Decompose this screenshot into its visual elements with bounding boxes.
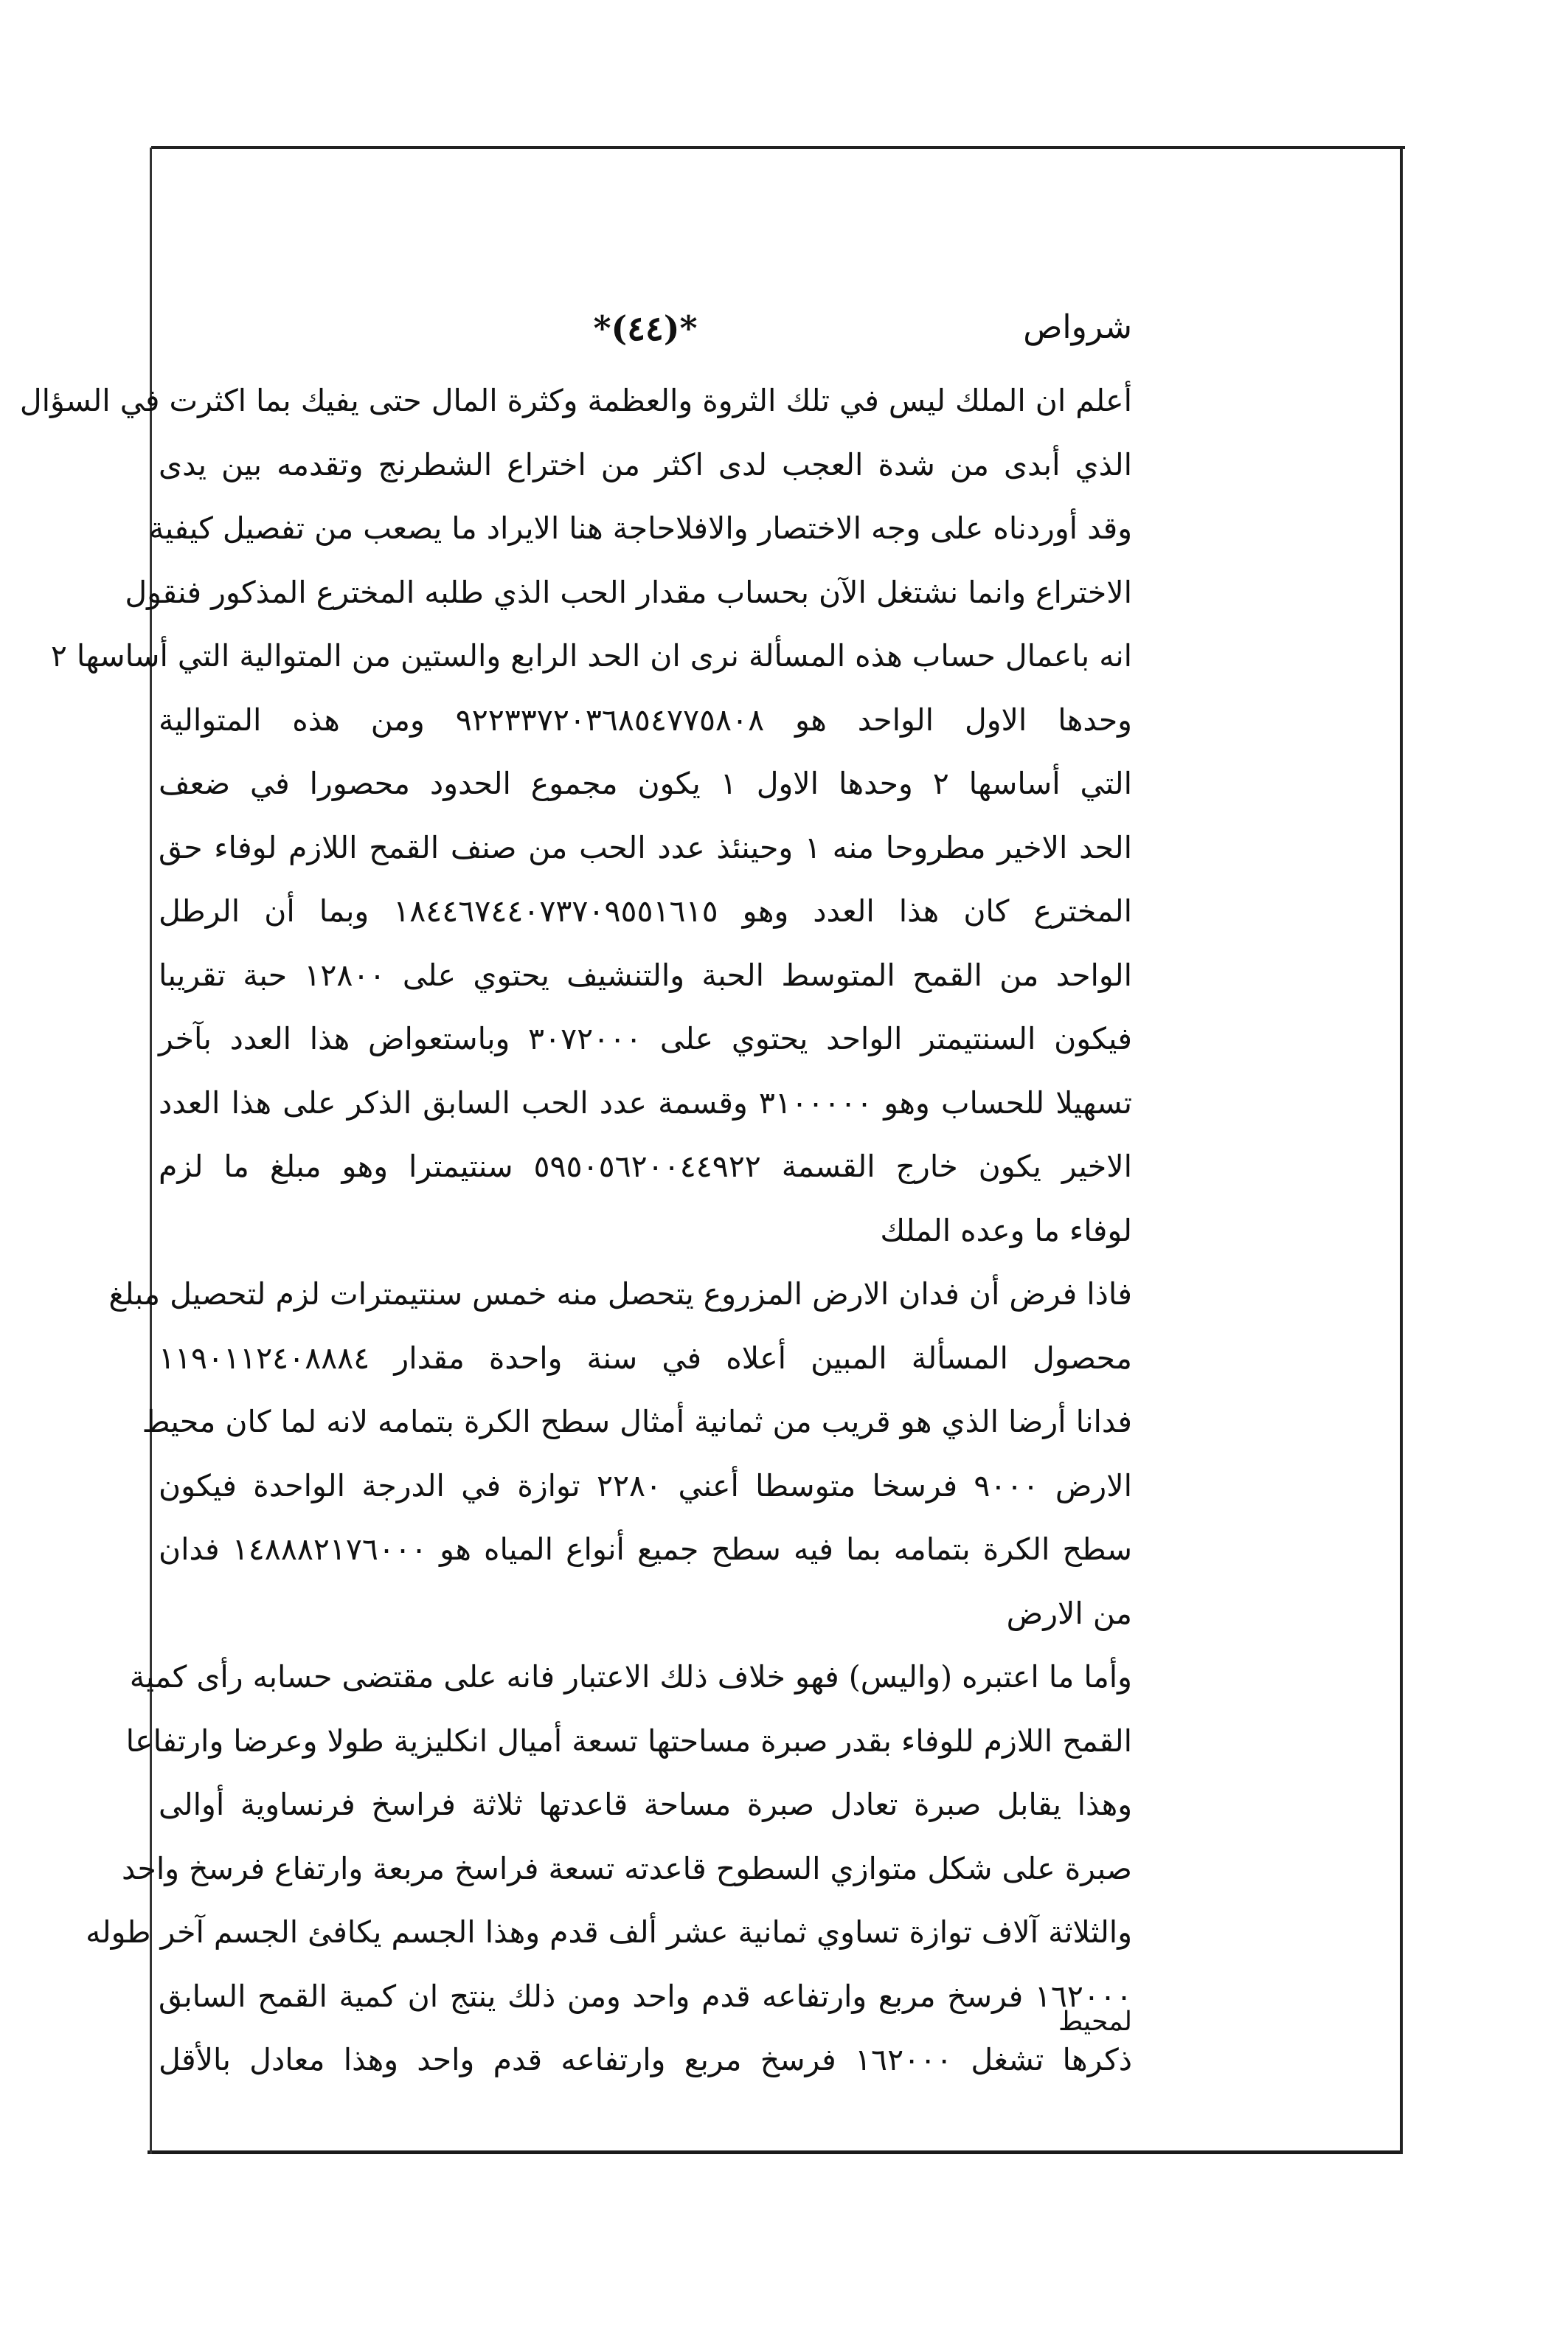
text-line: ذكرها تشغل ١٦٢٠٠٠ فرسخ مربع وارتفاعه قدم واحد وهذا معادل بالأقل: [159, 2042, 1132, 2077]
text-line: أعلم ان الملك ليس في تلك الثروة والعظمة وكثرة المال حتى يفيك بما اكثرت في السؤال: [19, 383, 1132, 418]
body-text: [19, 369, 1133, 2092]
text-line: فاذا فرض أن فدان الارض المزروع يتحصل منه خمس سنتيمترات لزم لتحصيل مبلغ: [108, 1276, 1132, 1312]
text-line: لوفاء ما وعده الملك: [880, 1212, 1132, 1248]
text-line: فيكون السنتيمتر الواحد يحتوي على ٣٠٧٢٠٠٠ وباستعواض هذا العدد بآخر: [159, 1021, 1132, 1056]
page-top-rule: [151, 146, 1405, 149]
paragraph-2: [108, 1262, 1133, 1645]
text-line: الذي أبدى من شدة العجب لدى اكثر من اختراع الشطرنج وتقدمه بين يدى: [159, 446, 1132, 482]
page-right-rule: [1400, 146, 1403, 2154]
text-line: انه باعمال حساب هذه المسألة نرى ان الحد الرابع والستين من المتوالية التي أساسها ٢: [50, 638, 1132, 674]
text-line: الحد الاخير مطروحا منه ١ وحينئذ عدد الحب من صنف القمح اللازم لوفاء حق: [159, 829, 1133, 865]
text-line: وقد أوردناه على وجه الاختصار والافلاحاجة هنا الايراد ما يصعب من تفصيل كيفية: [148, 511, 1132, 546]
page-header: [159, 308, 1132, 367]
text-line: التي أساسها ٢ وحدها الاول ١ يكون مجموع الحدود محصورا في ضعف: [159, 766, 1132, 801]
text-line: وأما ما اعتبره (واليس) فهو خلاف ذلك الاعتبار فانه على مقتضى حسابه رأى كمية: [129, 1659, 1132, 1695]
text-line: الواحد من القمح المتوسط الحبة والتنشيف يحتوي على ١٢٨٠٠ حبة تقريبا: [159, 957, 1132, 993]
text-line: الارض ٩٠٠٠ فرسخا متوسطا أعني ٢٢٨٠ توازة في الدرجة الواحدة فيكون: [159, 1467, 1132, 1503]
text-line: محصول المسألة المبين أعلاه في سنة واحدة مقدار ١١٩٠١١٢٤٠٨٨٨٤: [159, 1340, 1132, 1376]
text-line: سطح الكرة بتمامه بما فيه سطح جميع أنواع المياه هو ١٤٨٨٨٢١٧٦٠٠٠ فدان: [159, 1532, 1133, 1567]
text-line: والثلاثة آلاف توازة تساوي ثمانية عشر ألف قدم وهذا الجسم يكافئ الجسم آخر طوله: [86, 1914, 1132, 1950]
text-line: الاختراع وانما نشتغل الآن بحساب مقدار الحب الذي طلبه المخترع المذكور فنقول: [125, 574, 1132, 610]
text-line: المخترع كان هذا العدد وهو ١٨٤٤٦٧٤٤٠٧٣٧٠٩٥٥١٦١٥ وبما أن الرطل: [159, 893, 1132, 929]
text-line: وحدها الاول الواحد هو ٩٢٢٣٣٧٢٠٣٦٨٥٤٧٧٥٨٠٨ ومن هذه المتوالية: [159, 702, 1132, 738]
text-line: الاخير يكون خارج القسمة ٥٩٥٠٥٦٢٠٠٤٤٩٢٢ سنتيمترا وهو مبلغ ما لزم: [159, 1149, 1132, 1184]
text-line: تسهيلا للحساب وهو ٣١٠٠٠٠٠ وقسمة عدد الحب السابق الذكر على هذا العدد: [159, 1084, 1132, 1121]
catchword-top: شرواص: [1023, 308, 1132, 346]
text-line: القمح اللازم للوفاء بقدر صبرة مساحتها تسعة أميال انكليزية طولا وعرضا وارتفاعا: [125, 1723, 1132, 1759]
text-line: ١٦٢٠٠٠ فرسخ مربع وارتفاعه قدم واحد ومن ذلك ينتج ان كمية القمح السابق: [159, 1978, 1132, 2014]
paragraph-1: [19, 369, 1133, 1262]
catchword-bottom: لمحيط: [1058, 2007, 1132, 2037]
text-line: من الارض: [1006, 1595, 1132, 1631]
page-number: *(٤٤)*: [593, 308, 698, 348]
text-line: صبرة على شكل متوازي السطوح قاعدته تسعة فراسخ مربعة وارتفاع فرسخ واحد: [121, 1850, 1132, 1886]
page-bottom-rule: [148, 2150, 1401, 2154]
text-line: فدانا أرضا الذي هو قريب من ثمانية أمثال سطح الكرة بتمامه لانه لما كان محيط: [142, 1404, 1132, 1439]
text-line: وهذا يقابل صبرة تعادل صبرة مساحة قاعدتها ثلاثة فراسخ فرنساوية أوالى: [159, 1787, 1132, 1822]
